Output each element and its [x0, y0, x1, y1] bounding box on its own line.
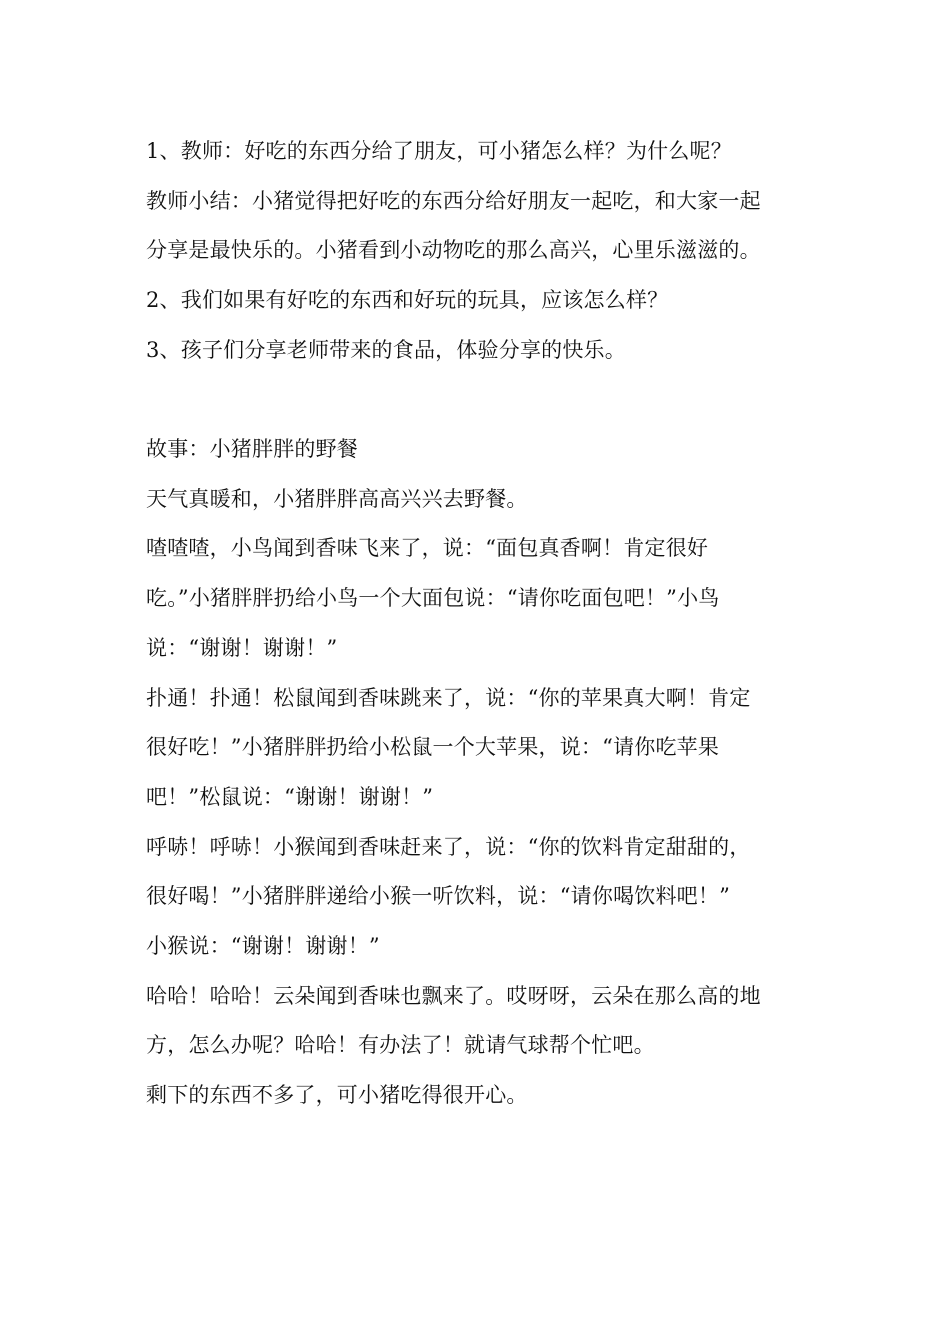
story-line-9: 很好喝！”小猪胖胖递给小猴一听饮料，说：“请你喝饮料吧！”	[146, 884, 731, 908]
story-line-7: 吧！”松鼠说：“谢谢！谢谢！”	[146, 785, 434, 809]
section1-line-2: 教师小结：小猪觉得把好吃的东西分给好朋友一起吃，和大家一起	[146, 189, 761, 213]
story-line-4: 说：“谢谢！谢谢！”	[146, 636, 338, 660]
story-line-6: 很好吃！”小猪胖胖扔给小松鼠一个大苹果，说：“请你吃苹果	[146, 735, 720, 759]
section1-line-4: 2、我们如果有好吃的东西和好玩的玩具，应该怎么样？	[146, 288, 669, 312]
story-line-8: 呼哧！呼哧！小猴闻到香味赶来了，说：“你的饮料肯定甜甜的，	[146, 835, 751, 859]
section1-line-3: 分享是最快乐的。小猪看到小动物吃的那么高兴，心里乐滋滋的。	[146, 238, 761, 262]
story-title: 故事：小猪胖胖的野餐	[146, 437, 358, 461]
story-line-3: 吃。”小猪胖胖扔给小鸟一个大面包说：“请你吃面包吧！”小鸟	[146, 586, 720, 610]
story-line-2: 喳喳喳，小鸟闻到香味飞来了，说：“面包真香啊！肯定很好	[146, 536, 709, 560]
story-line-13: 剩下的东西不多了，可小猪吃得很开心。	[146, 1083, 528, 1107]
story-line-10: 小猴说：“谢谢！谢谢！”	[146, 934, 380, 958]
story-line-11: 哈哈！哈哈！云朵闻到香味也飘来了。哎呀呀，云朵在那么高的地	[146, 984, 761, 1008]
story-line-1: 天气真暖和，小猪胖胖高高兴兴去野餐。	[146, 487, 528, 511]
story-line-12: 方，怎么办呢？哈哈！有办法了！就请气球帮个忙吧。	[146, 1033, 655, 1057]
section1-line-1: 1、教师：好吃的东西分给了朋友，可小猪怎么样？为什么呢？	[146, 139, 732, 163]
story-line-5: 扑通！扑通！松鼠闻到香味跳来了，说：“你的苹果真大啊！肯定	[146, 686, 751, 710]
section1-line-5: 3、孩子们分享老师带来的食品，体验分享的快乐。	[146, 338, 626, 362]
